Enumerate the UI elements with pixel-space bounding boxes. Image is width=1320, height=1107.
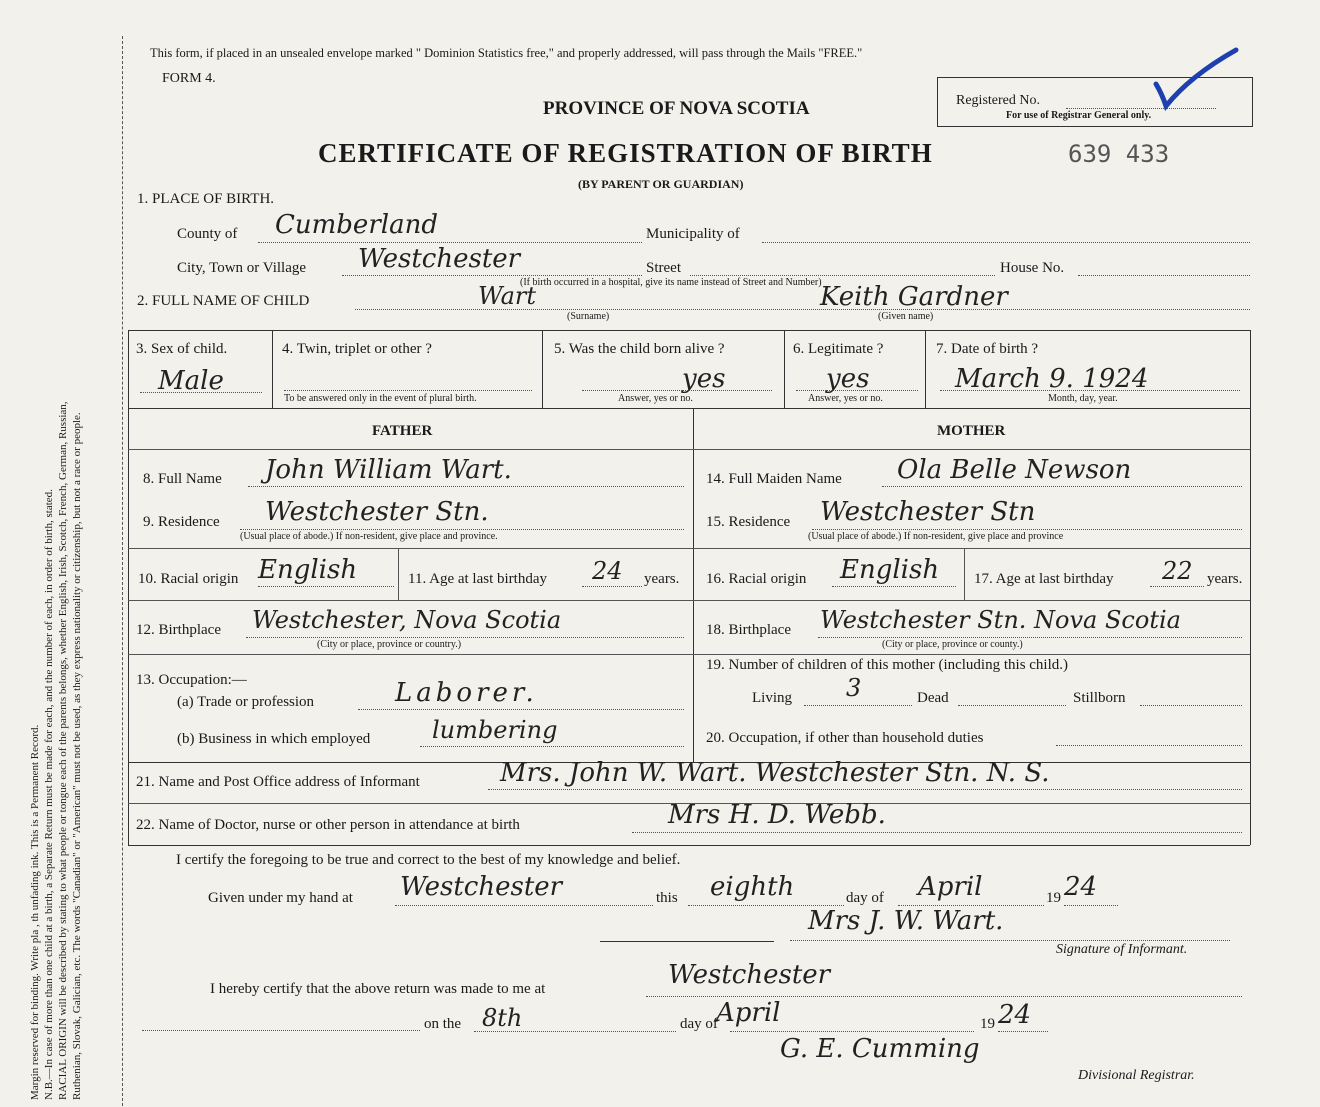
hospital-note: (If birth occurred in a hospital, give its name instead of Street and Number) xyxy=(520,277,822,288)
surname-caption: (Surname) xyxy=(567,311,610,322)
registrar-caption: Divisional Registrar. xyxy=(1078,1068,1195,1083)
father-age: 24 xyxy=(592,557,623,585)
father-years-label: years. xyxy=(644,571,680,587)
year-prefix: 19 xyxy=(1046,890,1061,906)
certify-year: 24 xyxy=(1064,872,1098,902)
sex-value: Male xyxy=(158,366,224,396)
father-name: John William Wart. xyxy=(265,455,512,485)
trade-label: (a) Trade or profession xyxy=(177,694,315,710)
living-label: Living xyxy=(752,690,792,706)
registrar-place: Westchester xyxy=(668,960,831,990)
dead-label: Dead xyxy=(917,690,949,706)
mother-years-label: years. xyxy=(1207,571,1243,587)
business-value: lumbering xyxy=(432,716,558,744)
legitimate-note: Answer, yes or no. xyxy=(808,393,883,404)
mother-age-label: 17. Age at last birthday xyxy=(974,571,1114,587)
given-name-caption: (Given name) xyxy=(878,311,934,322)
mother-abode-note: (Usual place of abode.) If non-resident, give place and province xyxy=(808,531,1064,542)
binding-line xyxy=(122,36,123,1106)
this-label: this xyxy=(656,890,678,906)
margin-line-3: RACIAL ORIGIN will be described by stating to what people or tongue each of the parents belongs, whether English, Irish, Scotch, French, German, Russian, xyxy=(57,401,69,1100)
father-race: English xyxy=(258,555,358,585)
mother-age: 22 xyxy=(1162,557,1193,585)
street-label: Street xyxy=(646,260,681,276)
mother-name: Ola Belle Newson xyxy=(897,455,1132,485)
registrar-statement: I hereby certify that the above return was made to me at xyxy=(210,981,546,997)
father-residence: Westchester Stn. xyxy=(265,497,489,527)
municipality-label: Municipality of xyxy=(646,226,740,242)
province-heading: PROVINCE OF NOVA SCOTIA xyxy=(543,98,810,119)
house-label: House No. xyxy=(1000,260,1065,276)
margin-notes xyxy=(28,0,84,1100)
city-value: Westchester xyxy=(358,244,521,274)
registrar-year: 24 xyxy=(998,1000,1032,1030)
father-abode-note: (Usual place of abode.) If non-resident, give place and province. xyxy=(240,531,498,542)
place-of-birth-label: 1. PLACE OF BIRTH. xyxy=(137,191,275,207)
mother-race-label: 16. Racial origin xyxy=(706,571,807,587)
child-given-name: Keith Gardner xyxy=(820,282,1008,312)
margin-line-2: N.B.—In case of more than one child at a birth, a Separate Return must be made for each, and the number of each, in order of birth, stated. xyxy=(43,489,55,1100)
mother-residence-label: 15. Residence xyxy=(706,514,791,530)
dob-label: 7. Date of birth ? xyxy=(936,341,1039,357)
mother-birthplace-note: (City or place, province or county.) xyxy=(882,639,1023,650)
day-of-label: day of xyxy=(846,890,884,906)
mother-birthplace-label: 18. Birthplace xyxy=(706,622,791,638)
margin-line-1: Margin reserved for binding. Write pla , th unfading ink. This is a Permanent Record. xyxy=(29,724,41,1100)
stillborn-label: Stillborn xyxy=(1073,690,1126,706)
child-surname: Wart xyxy=(478,282,537,310)
informant-label: 21. Name and Post Office address of Informant xyxy=(136,774,420,790)
informant-value: Mrs. John W. Wart. Westchester Stn. N. S. xyxy=(500,758,1050,788)
registered-label: Registered No. xyxy=(956,93,1040,108)
children-label: 19. Number of children of this mother (including this child.) xyxy=(706,657,1069,673)
county-label: County of xyxy=(177,226,238,242)
doctor-value: Mrs H. D. Webb. xyxy=(668,800,886,830)
child-name-label: 2. FULL NAME OF CHILD xyxy=(137,293,310,309)
certify-day: eighth xyxy=(710,872,795,902)
father-birthplace-note: (City or place, province or country.) xyxy=(317,639,462,650)
county-value: Cumberland xyxy=(275,210,438,240)
checkmark-icon xyxy=(1150,46,1240,112)
occupation-label: 13. Occupation:— xyxy=(136,672,247,688)
margin-line-4: Ruthenian, Slovak, Galician, etc. The words "Canadian" or "American" must not be used, as they express nationality or citizenship, but not a race or people. xyxy=(71,412,83,1100)
legitimate-label: 6. Legitimate ? xyxy=(793,341,884,357)
dob-value: March 9. 1924 xyxy=(955,364,1149,394)
registration-number: 639 433 xyxy=(1068,140,1170,168)
twin-label: 4. Twin, triplet or other ? xyxy=(282,341,432,357)
trade-value: Laborer. xyxy=(395,678,538,708)
father-heading: FATHER xyxy=(372,423,433,439)
mother-race: English xyxy=(840,555,940,585)
signature-caption: Signature of Informant. xyxy=(1056,942,1188,957)
certificate-subtitle: (BY PARENT OR GUARDIAN) xyxy=(578,177,744,191)
father-birthplace: Westchester, Nova Scotia xyxy=(252,606,562,634)
father-name-label: 8. Full Name xyxy=(143,471,222,487)
sex-label: 3. Sex of child. xyxy=(136,341,228,357)
mother-name-label: 14. Full Maiden Name xyxy=(706,471,842,487)
reg-day-of-label: day of xyxy=(680,1016,718,1032)
father-race-label: 10. Racial origin xyxy=(138,571,239,587)
alive-value: yes xyxy=(682,364,726,394)
certify-month: April xyxy=(918,872,983,902)
registrar-month: April xyxy=(716,998,781,1028)
alive-label: 5. Was the child born alive ? xyxy=(554,341,725,357)
dob-note: Month, day, year. xyxy=(1048,393,1118,404)
city-label: City, Town or Village xyxy=(177,260,307,276)
registrar-use-note: For use of Registrar General only. xyxy=(1006,110,1152,121)
form-number: FORM 4. xyxy=(162,71,216,86)
father-age-label: 11. Age at last birthday xyxy=(408,571,547,587)
certify-place: Westchester xyxy=(400,872,563,902)
mother-heading: MOTHER xyxy=(937,423,1006,439)
given-under-label: Given under my hand at xyxy=(208,890,353,906)
mother-occupation-label: 20. Occupation, if other than household duties xyxy=(706,730,984,746)
mother-residence: Westchester Stn xyxy=(820,497,1036,527)
mail-notice: This form, if placed in an unsealed envelope marked " Dominion Statistics free," and properly addressed, will pass through the Mails "FREE." xyxy=(150,46,863,60)
registrar-day: 8th xyxy=(482,1004,523,1032)
twin-note: To be answered only in the event of plural birth. xyxy=(284,393,477,404)
on-the-label: on the xyxy=(424,1016,462,1032)
reg-year-prefix: 19 xyxy=(980,1016,995,1032)
certify-statement: I certify the foregoing to be true and correct to the best of my knowledge and belief. xyxy=(176,852,681,868)
doctor-label: 22. Name of Doctor, nurse or other person in attendance at birth xyxy=(136,817,520,833)
alive-note: Answer, yes or no. xyxy=(618,393,693,404)
legitimate-value: yes xyxy=(826,364,870,394)
certificate-title: CERTIFICATE OF REGISTRATION OF BIRTH xyxy=(318,138,933,168)
father-birthplace-label: 12. Birthplace xyxy=(136,622,221,638)
informant-signature: Mrs J. W. Wart. xyxy=(808,906,1004,936)
registrar-signature: G. E. Cumming xyxy=(780,1034,980,1064)
father-residence-label: 9. Residence xyxy=(143,514,220,530)
mother-birthplace: Westchester Stn. Nova Scotia xyxy=(820,606,1181,634)
living-value: 3 xyxy=(846,674,862,702)
business-label: (b) Business in which employed xyxy=(177,731,371,747)
